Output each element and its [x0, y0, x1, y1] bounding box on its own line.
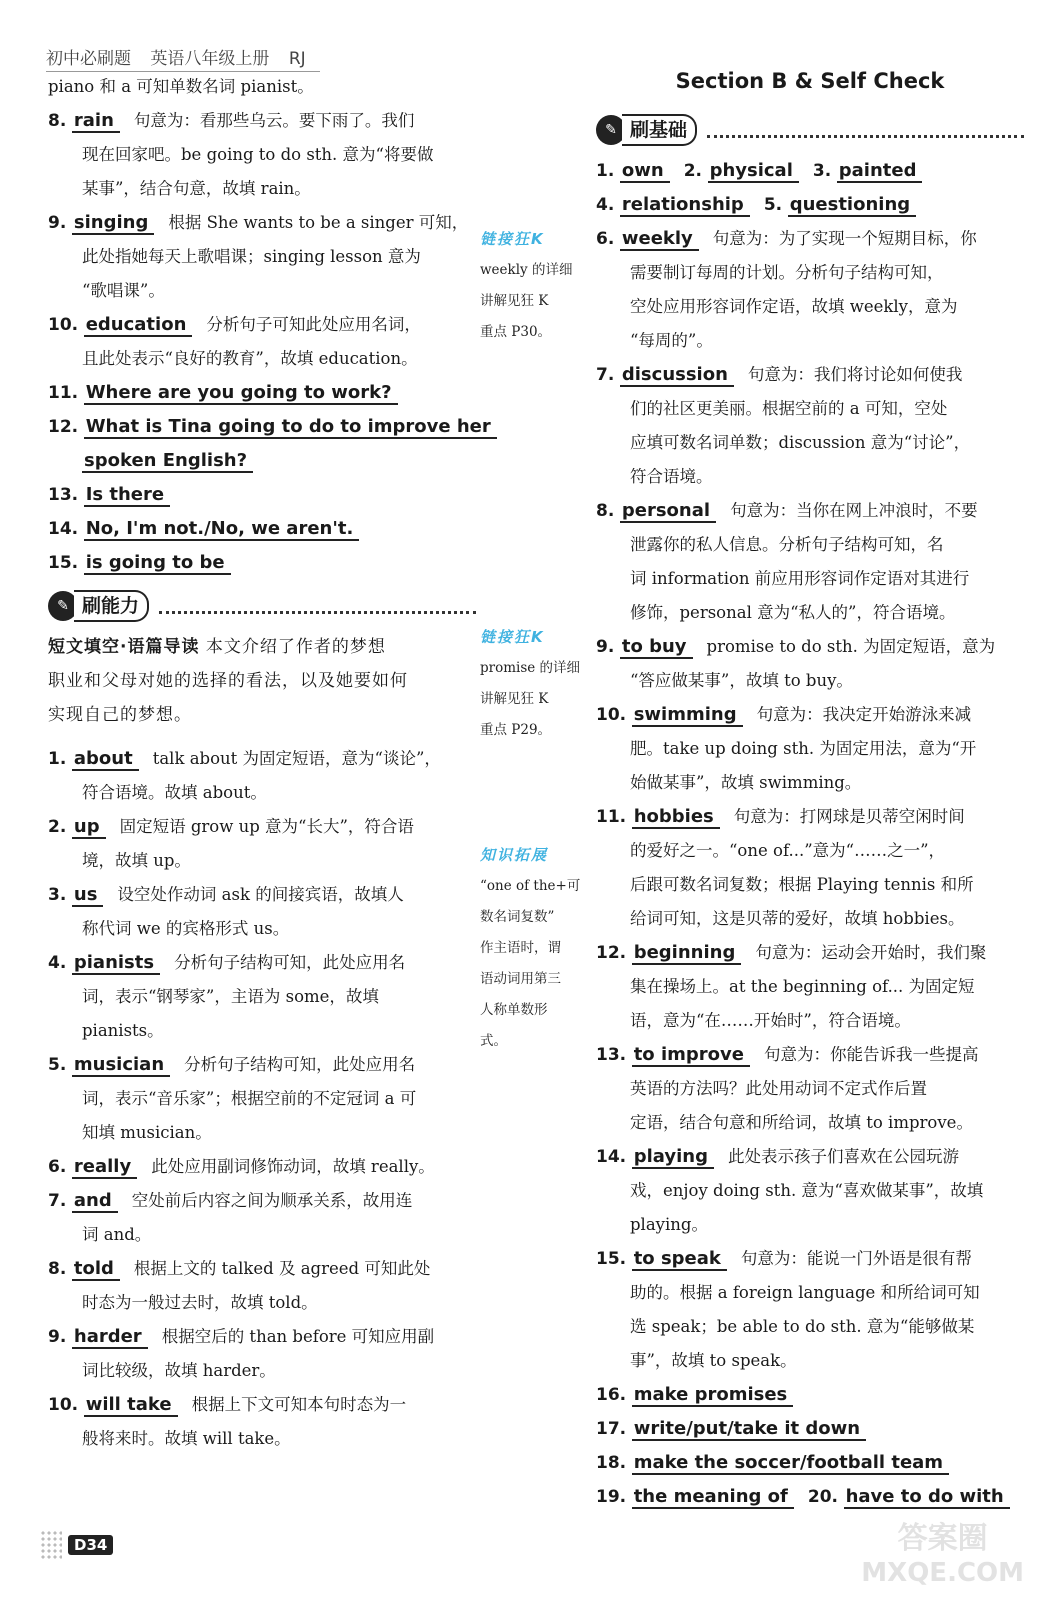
explanation-line: 给词可知，这是贝蒂的爱好，故填 hobbies。 — [630, 909, 965, 928]
page-header — [46, 44, 320, 72]
explanation-line: 句意为：当你在网上冲浪时，不要 — [730, 501, 978, 520]
answer-item — [48, 308, 476, 342]
explanation-line: “答应做某事”，故填 to buy。 — [630, 671, 853, 690]
item-number: 3. — [48, 885, 67, 905]
answer-item — [48, 1388, 476, 1422]
item-number: 16. — [596, 1385, 627, 1405]
answer-text: painted — [837, 160, 923, 183]
answer-text: make the soccer/football team — [632, 1452, 949, 1475]
answer-item — [596, 1412, 1024, 1446]
side-note-line: 人称单数形 — [480, 1002, 548, 1018]
explanation-line: 词比较级，故填 harder。 — [82, 1361, 276, 1380]
explanation-line: 句意为：看那些乌云。要下雨了。我们 — [133, 111, 415, 130]
explanation-line: “每周的”。 — [630, 331, 713, 350]
answer-text: to speak — [632, 1248, 727, 1271]
intro-line: 本文介绍了作者的梦想 — [205, 637, 386, 657]
answer-item — [48, 1252, 476, 1286]
explanation-line: talk about 为固定短语，意为“谈论”， — [152, 749, 441, 768]
explanation-line: 根据上下文可知本句时态为一 — [191, 1395, 407, 1414]
answer-item — [48, 1320, 476, 1354]
explanation-line: 句意为：为了实现一个短期目标，你 — [712, 229, 977, 248]
explanation-line: 戏，enjoy doing sth. 意为“喜欢做某事”，故填 — [630, 1181, 984, 1200]
intro-line: 实现自己的梦想。 — [48, 705, 192, 725]
explanation-line: 词，表示“钢琴家”，主语为 some，故填 — [82, 987, 379, 1006]
section-banner-ability — [48, 588, 476, 624]
explanation-line: promise to do sth. 为固定短语，意为 — [706, 637, 996, 656]
side-note-line: 作主语时，谓 — [480, 940, 561, 956]
side-note-line: 数名词复数” — [480, 909, 555, 925]
side-note-tag: 链接狂K — [480, 230, 545, 248]
answer-text: write/put/take it down — [632, 1418, 866, 1441]
item-number: 7. — [596, 365, 615, 385]
answer-text: us — [72, 884, 104, 907]
item-number: 7. — [48, 1191, 67, 1211]
banner-title: 刷能力 — [74, 590, 149, 622]
item-number: 11. — [48, 383, 79, 403]
explanation-line: 境，故填 up。 — [82, 851, 191, 870]
explanation-line: 某事”，结合句意，故填 rain。 — [82, 179, 311, 198]
answer-item — [48, 512, 476, 546]
explanation-line: 的爱好之一。“one of...”意为“……之一”， — [630, 841, 945, 860]
item-number: 13. — [48, 485, 79, 505]
page-number: D34 — [68, 1535, 113, 1555]
item-number: 5. — [48, 1055, 67, 1075]
item-number: 10. — [48, 1395, 79, 1415]
explanation-line: 句意为：能说一门外语是很有帮 — [740, 1249, 972, 1268]
answer-text: playing — [632, 1146, 714, 1169]
explanation-line: 泄露你的私人信息。分析句子结构可知，名 — [630, 535, 944, 554]
answer-item — [48, 478, 476, 512]
answer-text: and — [72, 1190, 118, 1213]
explanation-line: 们的社区更美丽。根据空前的 a 可知，空处 — [630, 399, 948, 418]
item-number: 10. — [48, 315, 79, 335]
answer-text: Is there — [84, 484, 170, 507]
answer-item — [48, 206, 476, 240]
explanation-line: 句意为：你能告诉我一些提高 — [763, 1045, 979, 1064]
watermark — [861, 1522, 1024, 1590]
answer-text: education — [84, 314, 193, 337]
side-note-tag: 链接狂K — [480, 628, 545, 646]
edition-label: RJ — [288, 49, 306, 69]
explanation-line: 知填 musician。 — [82, 1123, 212, 1142]
answer-text: harder — [72, 1326, 148, 1349]
item-number: 4. — [596, 195, 615, 215]
side-note-line: 语动词用第三 — [480, 971, 561, 987]
answer-text: have to do with — [844, 1486, 1010, 1509]
answer-text: relationship — [620, 194, 750, 217]
item-number: 8. — [596, 501, 615, 521]
answer-text: own — [620, 160, 670, 183]
item-number: 17. — [596, 1419, 627, 1439]
item-number: 15. — [48, 553, 79, 573]
answer-item — [48, 546, 476, 580]
answer-item — [596, 1140, 1024, 1174]
short-answer-row — [596, 1480, 1024, 1514]
side-note-line: 式。 — [480, 1033, 507, 1049]
answer-item — [596, 494, 1024, 528]
answer-text: rain — [72, 110, 120, 133]
item-number: 10. — [596, 705, 627, 725]
side-note-line: 讲解见狂 K — [480, 293, 549, 309]
explanation-line: 设空处作动词 ask 的间接宾语，故填人 — [117, 885, 404, 904]
answer-item — [48, 1184, 476, 1218]
explanation-line: 分析句子结构可知，此处应用名 — [184, 1055, 416, 1074]
right-column — [596, 64, 1024, 1514]
explanation-line: 修饰，personal 意为“私人的”，符合语境。 — [630, 603, 956, 622]
section-banner-basic — [596, 112, 1024, 148]
explanation-line: 符合语境。故填 about。 — [82, 783, 267, 802]
intro-label: 短文填空·语篇导读 — [48, 637, 200, 657]
explanation-line: 词 and。 — [82, 1225, 152, 1244]
side-note-tag: 知识拓展 — [480, 846, 549, 864]
explanation-line: 需要制订每周的计划。分析句子结构可知， — [630, 263, 944, 282]
answer-text: to buy — [620, 636, 693, 659]
answer-text: singing — [72, 212, 154, 235]
answer-text: discussion — [620, 364, 734, 387]
item-number: 9. — [48, 213, 67, 233]
answer-continuation — [48, 444, 476, 478]
answer-item — [48, 742, 476, 776]
intro-line: 职业和父母对她的选择的看法，以及她要如何 — [48, 671, 408, 691]
dotted-leader — [159, 599, 476, 614]
explanation-line: 语，意为“在……开始时”，符合语境。 — [630, 1011, 911, 1030]
explanation-line: 集在操场上。at the beginning of... 为固定短 — [630, 977, 975, 996]
dotted-leader — [707, 123, 1024, 138]
explanation-line: 定语，结合句意和所给词，故填 to improve。 — [630, 1113, 973, 1132]
explanation-line: 此处应用副词修饰动词，故填 really。 — [151, 1157, 435, 1176]
side-note-line: “one of the+可 — [480, 878, 581, 894]
explanation-line: 时态为一般过去时，故填 told。 — [82, 1293, 318, 1312]
answer-item — [596, 1378, 1024, 1412]
explanation-line: 且此处表示“良好的教育”，故填 education。 — [82, 349, 418, 368]
answer-text: hobbies — [632, 806, 720, 829]
item-number: 9. — [596, 637, 615, 657]
explanation-line: 根据上文的 talked 及 agreed 可知此处 — [133, 1259, 431, 1278]
answer-item — [596, 1038, 1024, 1072]
explanation-line: 分析句子结构可知，此处应用名 — [174, 953, 406, 972]
side-note-line: weekly 的详细 — [480, 262, 573, 278]
item-number: 6. — [48, 1157, 67, 1177]
explanation-line: 肥。take up doing sth. 为固定用法，意为“开 — [630, 739, 977, 758]
answer-text: will take — [84, 1394, 178, 1417]
short-answer-row — [596, 154, 1024, 188]
answer-item — [48, 410, 491, 444]
side-note-promise — [480, 622, 590, 746]
explanation-line: 现在回家吧。be going to do sth. 意为“将要做 — [82, 145, 434, 164]
item-number: 12. — [596, 943, 627, 963]
answer-item — [596, 358, 1024, 392]
explanation-line: 空处前后内容之间为顺承关系，故用连 — [131, 1191, 413, 1210]
item-number: 2. — [683, 161, 702, 181]
answer-text: pianists — [72, 952, 160, 975]
left-column — [48, 70, 491, 1456]
reading-intro — [48, 630, 476, 732]
side-note-line: 讲解见狂 K — [480, 691, 549, 707]
watermark-logo-text: 答案圈 — [897, 1521, 988, 1556]
explanation-line: 分析句子可知此处应用名词， — [206, 315, 421, 334]
item-number: 15. — [596, 1249, 627, 1269]
item-number: 19. — [596, 1487, 627, 1507]
watermark-url: MXQE.COM — [861, 1558, 1024, 1588]
item-number: 11. — [596, 807, 627, 827]
side-note-line: 重点 P29。 — [480, 722, 552, 738]
continued-text: piano 和 a 可知单数名词 pianist。 — [48, 77, 314, 96]
item-number: 8. — [48, 111, 67, 131]
grade-label: 英语八年级上册 — [150, 49, 270, 69]
pen-icon: ✎ — [596, 115, 626, 145]
answer-text: questioning — [788, 194, 916, 217]
page-number-decoration — [40, 1530, 62, 1560]
answer-text: weekly — [620, 228, 699, 251]
answer-item — [596, 698, 1024, 732]
explanation-line: 英语的方法吗？此处用动词不定式作后置 — [630, 1079, 927, 1098]
explanation-line: 句意为：运动会开始时，我们聚 — [755, 943, 987, 962]
explanation-line: 空处应用形容词作定语，故填 weekly，意为 — [630, 297, 958, 316]
item-number: 6. — [596, 229, 615, 249]
item-number: 5. — [763, 195, 783, 215]
explanation-line: “歌唱课”。 — [82, 281, 165, 300]
explanation-line: 句意为：我决定开始游泳来减 — [756, 705, 972, 724]
item-number: 4. — [48, 953, 67, 973]
answer-item — [596, 800, 1024, 834]
explanation-line: 后跟可数名词复数；根据 Playing tennis 和所 — [630, 875, 974, 894]
answer-text: physical — [708, 160, 799, 183]
explanation-line: 称代词 we 的宾格形式 us。 — [82, 919, 290, 938]
answer-text: What is Tina going to do to improve her — [84, 416, 497, 439]
answer-text: make promises — [632, 1384, 794, 1407]
answer-item — [48, 810, 476, 844]
answer-text: told — [72, 1258, 120, 1281]
answer-text: No, I'm not./No, we aren't. — [84, 518, 360, 541]
explanation-line: 助的。根据 a foreign language 和所给词可知 — [630, 1283, 980, 1302]
explanation-line: 此处指她每天上歌唱课；singing lesson 意为 — [82, 247, 421, 266]
explanation-line: 固定短语 grow up 意为“长大”，符合语 — [119, 817, 414, 836]
answer-item — [596, 1242, 1024, 1276]
explanation-line: 始做某事”，故填 swimming。 — [630, 773, 862, 792]
explanation-line: 符合语境。 — [630, 467, 713, 486]
side-note-weekly — [480, 224, 590, 348]
explanation-line: 句意为：打网球是贝蒂空闲时间 — [733, 807, 965, 826]
answer-text: about — [72, 748, 139, 771]
explanation-line: 句意为：我们将讨论如何使我 — [747, 365, 963, 384]
answer-item — [48, 1150, 476, 1184]
item-number: 14. — [596, 1147, 627, 1167]
explanation-line: 词 information 前应用形容词作定语对其进行 — [630, 569, 970, 588]
banner-title: 刷基础 — [622, 114, 697, 146]
answer-text: to improve — [632, 1044, 750, 1067]
item-number: 12. — [48, 417, 79, 437]
explanation-line: 词，表示“音乐家”；根据空前的不定冠词 a 可 — [82, 1089, 417, 1108]
item-number: 9. — [48, 1327, 67, 1347]
side-note-line: 重点 P30。 — [480, 324, 552, 340]
side-note-knowledge — [480, 840, 590, 1057]
answer-item — [596, 936, 1024, 970]
answer-text: Where are you going to work? — [84, 382, 398, 405]
answer-text: the meaning of — [632, 1486, 794, 1509]
answer-text: really — [72, 1156, 137, 1179]
answer-text: up — [72, 816, 106, 839]
pen-icon: ✎ — [48, 591, 78, 621]
answer-item — [596, 1446, 1024, 1480]
answer-text: personal — [620, 500, 716, 523]
explanation-line: playing。 — [630, 1215, 708, 1234]
explanation-line: 事”，故填 to speak。 — [630, 1351, 797, 1370]
item-number: 20. — [807, 1487, 838, 1507]
explanation-line: pianists。 — [82, 1021, 164, 1040]
answer-text: swimming — [632, 704, 743, 727]
answer-item — [48, 376, 476, 410]
side-note-line: promise 的详细 — [480, 660, 581, 676]
answer-item — [48, 878, 476, 912]
item-number: 8. — [48, 1259, 67, 1279]
explanation-line: 应填可数名词单数；discussion 意为“讨论”， — [630, 433, 971, 452]
explanation-line: 选 speak；be able to do sth. 意为“能够做某 — [630, 1317, 975, 1336]
section-title: Section B & Self Check — [675, 69, 945, 93]
book-title: 初中必刷题 — [46, 49, 131, 69]
answer-item — [596, 222, 1024, 256]
answer-text: is going to be — [84, 552, 231, 575]
answer-text: musician — [72, 1054, 170, 1077]
answer-item — [596, 630, 1024, 664]
item-number: 2. — [48, 817, 67, 837]
answer-text: beginning — [632, 942, 742, 965]
explanation-line: 此处表示孩子们喜欢在公园玩游 — [727, 1147, 959, 1166]
item-number: 1. — [596, 161, 615, 181]
item-number: 1. — [48, 749, 67, 769]
answer-item — [48, 946, 476, 980]
answer-item — [48, 1048, 476, 1082]
explanation-line: 般将来时。故填 will take。 — [82, 1429, 291, 1448]
answer-item — [48, 104, 476, 138]
explanation-line: 根据空后的 than before 可知应用副 — [161, 1327, 435, 1346]
short-answer-row — [596, 188, 1024, 222]
answer-text: spoken English? — [82, 450, 253, 473]
item-number: 18. — [596, 1453, 627, 1473]
explanation-line: 根据 She wants to be a singer 可知， — [168, 213, 469, 232]
item-number: 3. — [812, 161, 832, 181]
item-number: 14. — [48, 519, 79, 539]
item-number: 13. — [596, 1045, 627, 1065]
